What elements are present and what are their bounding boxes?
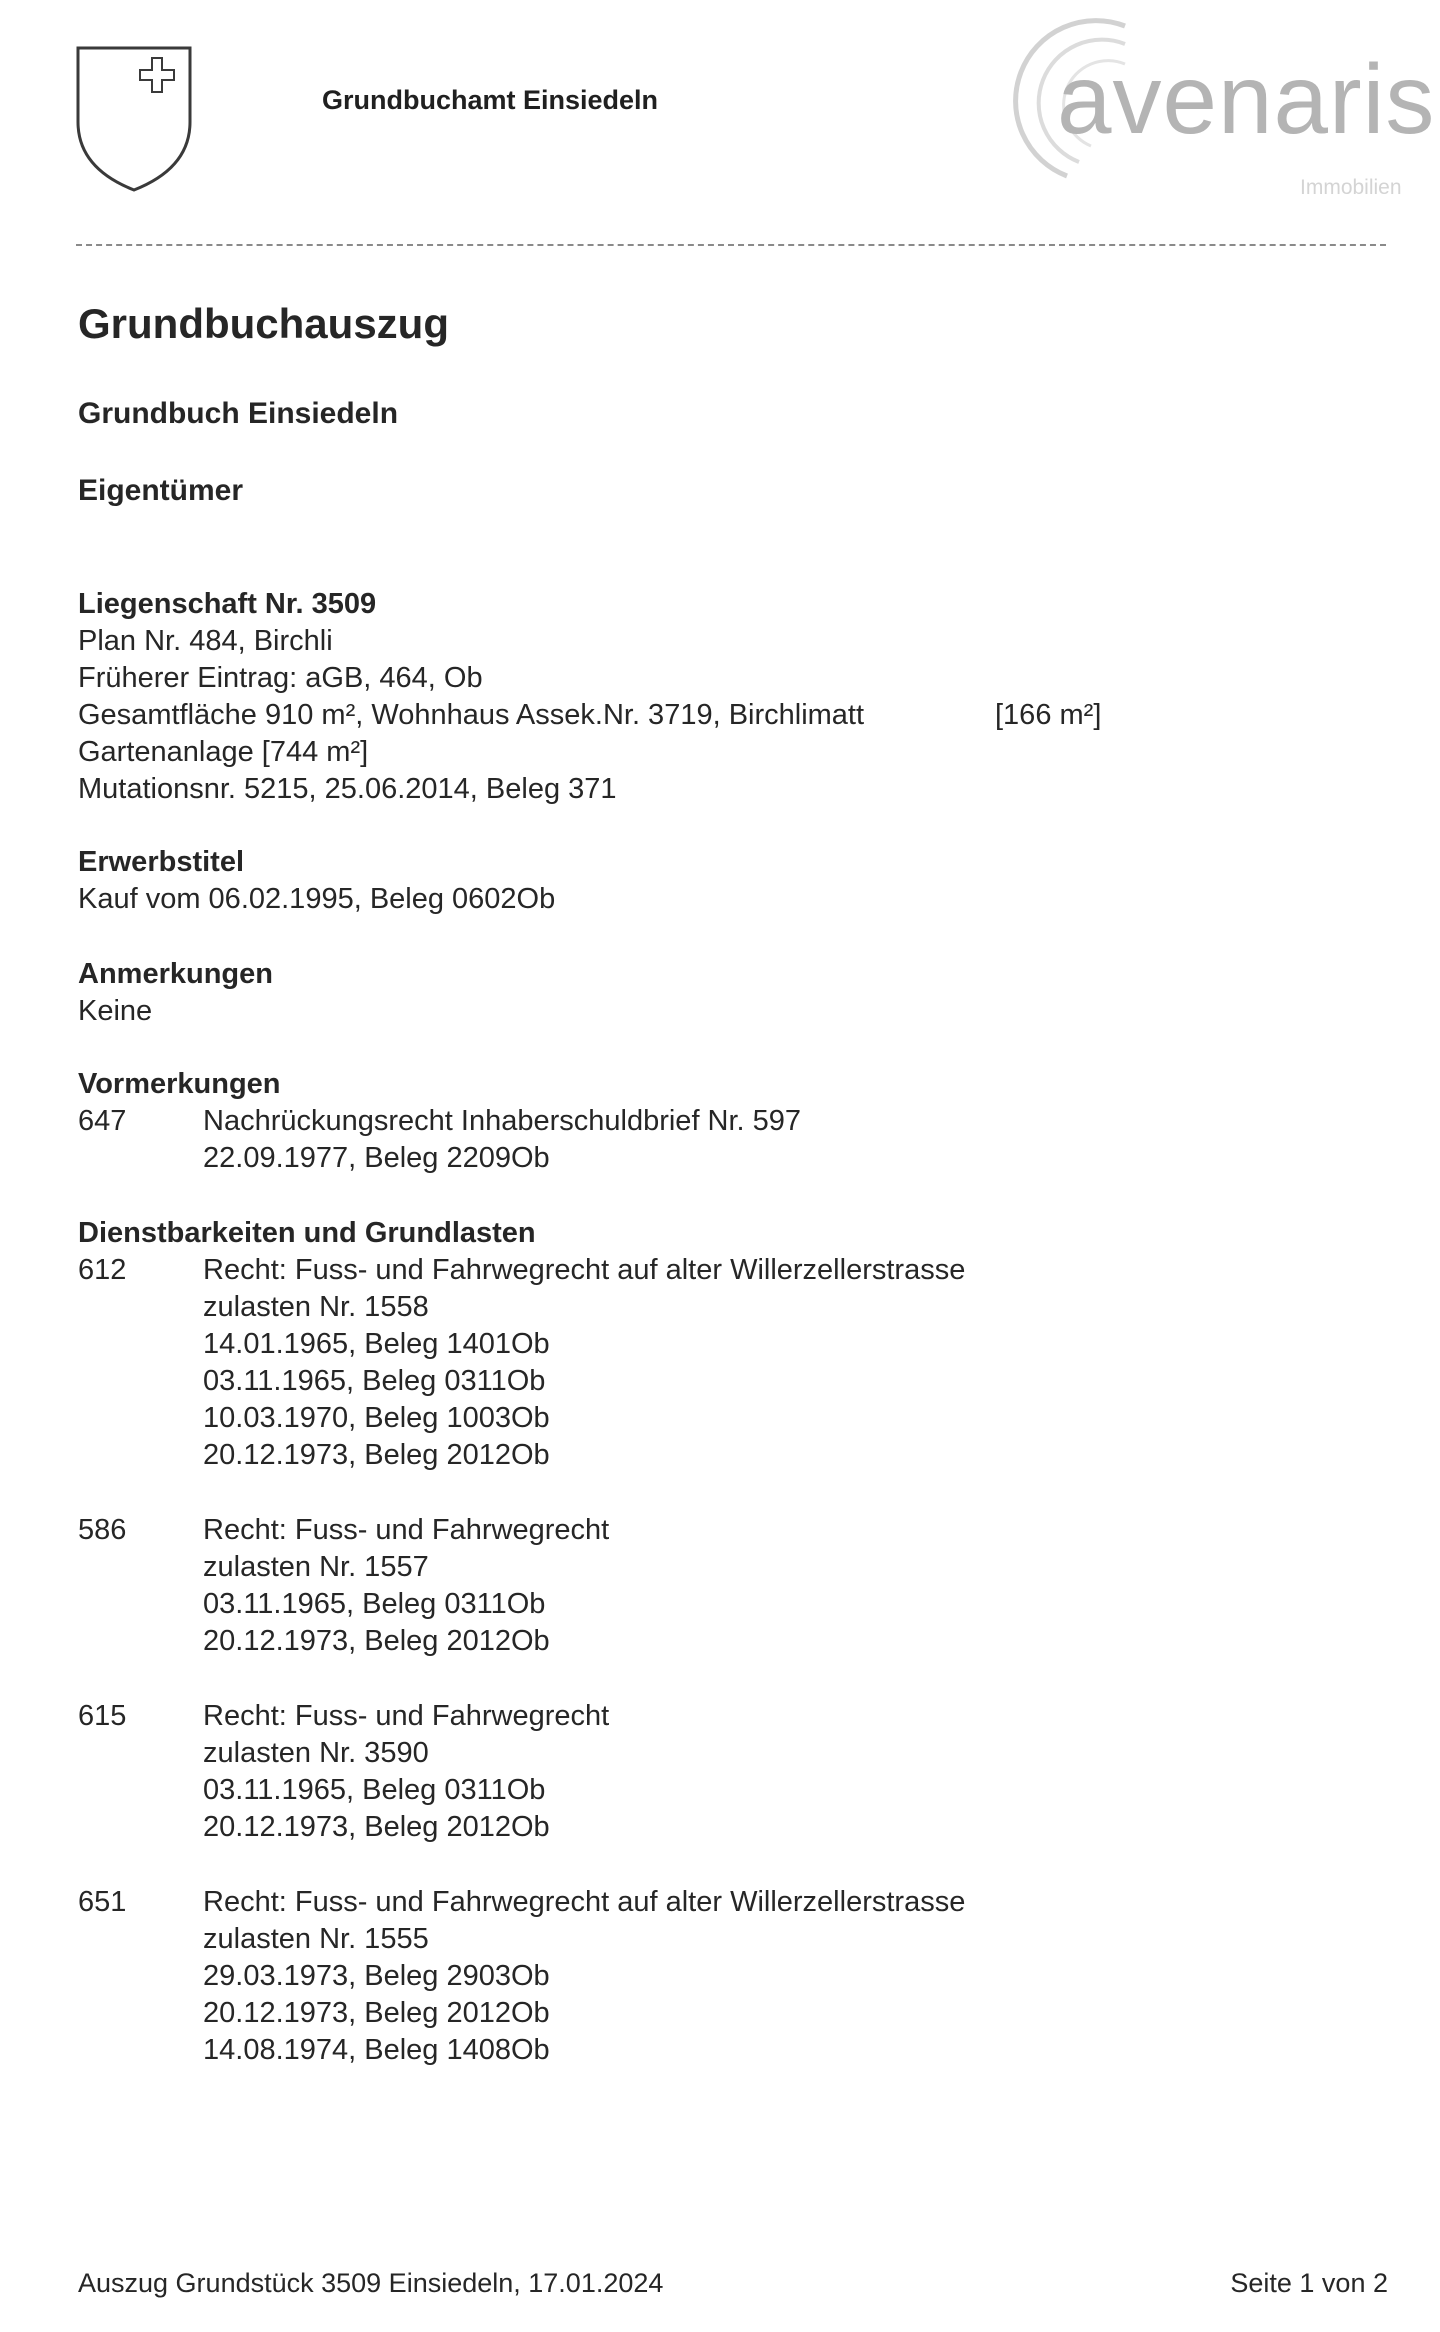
brand-name: avenaris <box>1057 44 1436 154</box>
liegenschaft-line: Gesamtfläche 910 m², Wohnhaus Assek.Nr. 3719, Birchlimatt <box>78 699 865 731</box>
liegenschaft-line: Mutationsnr. 5215, 25.06.2014, Beleg 371 <box>78 773 617 805</box>
entry-line: 20.12.1973, Beleg 2012Ob <box>203 1625 550 1657</box>
grundbuch-heading: Grundbuch Einsiedeln <box>78 397 399 430</box>
entry-line: 10.03.1970, Beleg 1003Ob <box>203 1402 550 1434</box>
brand-logo <box>975 6 1440 211</box>
office-name: Grundbuchamt Einsiedeln <box>322 85 659 115</box>
erwerbstitel-heading: Erwerbstitel <box>78 846 244 878</box>
entry-line: 03.11.1965, Beleg 0311Ob <box>203 1365 546 1397</box>
liegenschaft-line: Plan Nr. 484, Birchli <box>78 625 333 657</box>
entry-line: 03.11.1965, Beleg 0311Ob <box>203 1774 546 1806</box>
entry-line: Recht: Fuss- und Fahrwegrecht <box>203 1514 610 1546</box>
footer-page-number: Seite 1 von 2 <box>1230 2268 1388 2298</box>
header-divider <box>76 244 1386 246</box>
entry-line: 20.12.1973, Beleg 2012Ob <box>203 1811 550 1843</box>
entry-line: 14.01.1965, Beleg 1401Ob <box>203 1328 550 1360</box>
document-title: Grundbuchauszug <box>78 300 449 347</box>
dienstbarkeiten-heading: Dienstbarkeiten und Grundlasten <box>78 1217 536 1249</box>
eigentuemer-heading: Eigentümer <box>78 474 244 507</box>
entry-line: 03.11.1965, Beleg 0311Ob <box>203 1588 546 1620</box>
liegenschaft-heading: Liegenschaft Nr. 3509 <box>78 588 377 620</box>
entry-line: 22.09.1977, Beleg 2209Ob <box>203 1142 550 1174</box>
entry-body <box>203 1103 801 1177</box>
entry-line: zulasten Nr. 1555 <box>203 1923 429 1955</box>
entry-line: Recht: Fuss- und Fahrwegrecht auf alter Willerzellerstrasse <box>203 1886 966 1918</box>
entry-body <box>203 1698 609 1846</box>
entry-line: 20.12.1973, Beleg 2012Ob <box>203 1997 550 2029</box>
entry-line: 20.12.1973, Beleg 2012Ob <box>203 1439 550 1471</box>
entry-line: Recht: Fuss- und Fahrwegrecht <box>203 1700 610 1732</box>
vormerkungen-heading: Vormerkungen <box>78 1068 281 1100</box>
entry-number: 647 <box>78 1105 127 1137</box>
entry-number: 612 <box>78 1254 127 1286</box>
anmerkungen-text: Keine <box>78 995 153 1027</box>
entry-line: zulasten Nr. 1557 <box>203 1551 429 1583</box>
building-area: [166 m²] <box>995 699 1102 731</box>
entry-line: Recht: Fuss- und Fahrwegrecht auf alter Willerzellerstrasse <box>203 1254 966 1286</box>
entry-body <box>203 1512 609 1660</box>
entry-line: 14.08.1974, Beleg 1408Ob <box>203 2034 550 2066</box>
canton-crest-icon <box>74 44 194 194</box>
liegenschaft-section <box>78 586 864 808</box>
erwerbstitel-text: Kauf vom 06.02.1995, Beleg 0602Ob <box>78 883 556 915</box>
entry-body <box>203 1884 965 2069</box>
anmerkungen-section <box>78 956 273 1030</box>
entry-number: 615 <box>78 1700 127 1732</box>
entry-line: 29.03.1973, Beleg 2903Ob <box>203 1960 550 1992</box>
brand-tagline: Immobilien <box>1300 176 1402 199</box>
entry-body <box>203 1252 965 1474</box>
entry-line: Nachrückungsrecht Inhaberschuldbrief Nr. 597 <box>203 1105 802 1137</box>
footer-extract-info: Auszug Grundstück 3509 Einsiedeln, 17.01.2024 <box>78 2268 664 2298</box>
liegenschaft-line: Früherer Eintrag: aGB, 464, Ob <box>78 662 483 694</box>
liegenschaft-line: Gartenanlage [744 m²] <box>78 736 369 768</box>
anmerkungen-heading: Anmerkungen <box>78 958 273 990</box>
entry-line: zulasten Nr. 3590 <box>203 1737 429 1769</box>
entry-line: zulasten Nr. 1558 <box>203 1291 429 1323</box>
erwerbstitel-section <box>78 844 555 918</box>
entry-number: 651 <box>78 1886 127 1918</box>
entry-number: 586 <box>78 1514 127 1546</box>
